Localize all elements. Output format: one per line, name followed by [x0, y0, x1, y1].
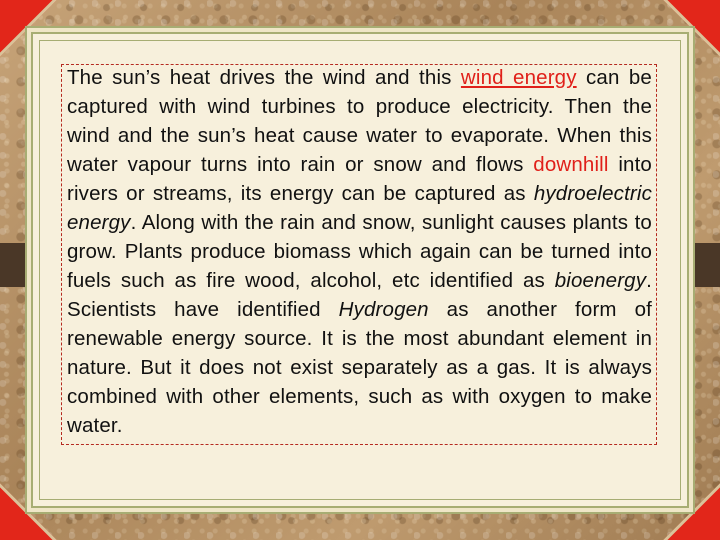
highlight-wind-energy: wind energy	[460, 66, 577, 89]
text-segment: as another form of renewable energy source. It is the most abundant element in nature. But it does not exist separately as a gas. It is always combined with other elements, such as with oxygen to make water.	[67, 298, 652, 437]
body-paragraph	[67, 63, 652, 440]
text-segment: into rivers or streams, its energy can be captured as	[67, 153, 652, 205]
highlight-downhill: downhill	[533, 153, 609, 176]
text-segment: . Scientists have identified	[67, 269, 652, 321]
term-hydrogen: Hydrogen	[338, 298, 429, 321]
term-hydroelectric-energy: hydroelectric energy	[67, 182, 652, 234]
text-segment: . Along with the rain and snow, sunlight causes plants to grow. Plants produce biomass which again can be turned into fuels such as fire wood, alcohol, etc identified as	[67, 211, 652, 292]
text-segment: can be captured with wind turbines to produce electricity. Then the wind and the sun’s heat cause water to evaporate. When this water vapour turns into rain or snow and flows	[67, 66, 652, 176]
term-bioenergy: bioenergy	[554, 269, 647, 292]
text-segment: The sun’s heat drives the wind and this	[67, 66, 461, 89]
